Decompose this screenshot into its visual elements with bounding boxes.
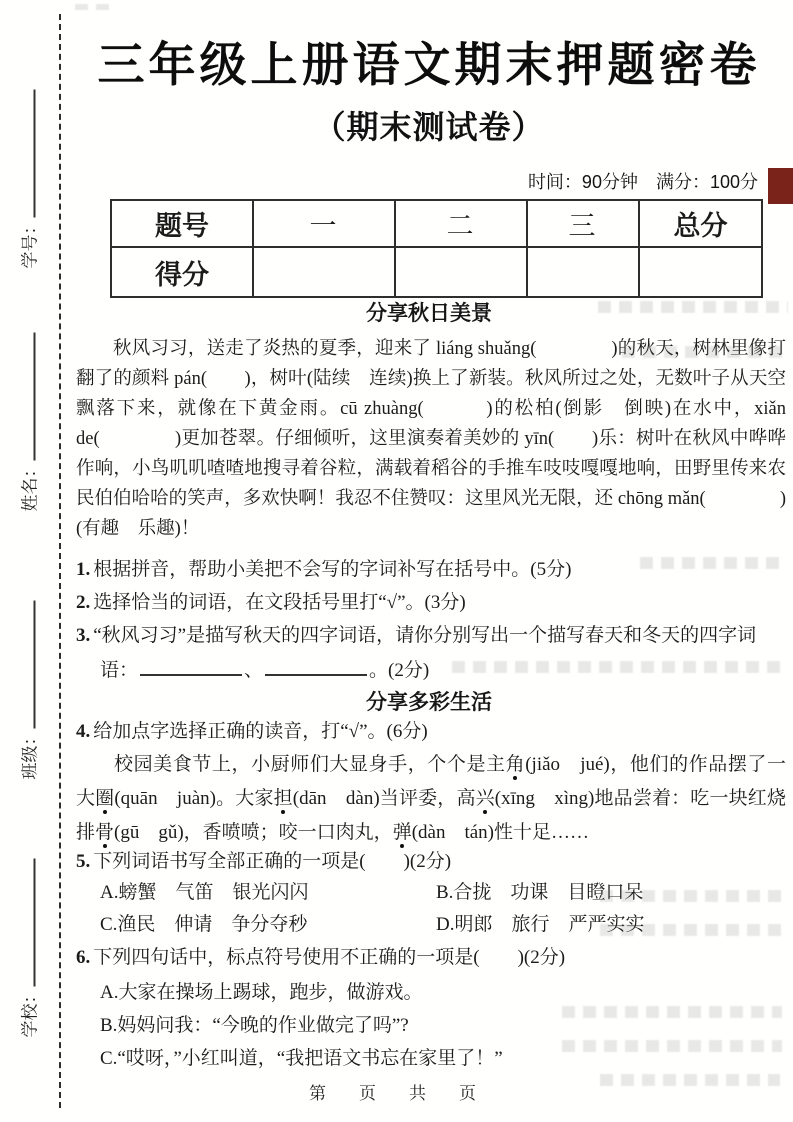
bleed-through-artifact bbox=[562, 1040, 782, 1052]
option-a: A.螃蟹 气笛 银光闪闪 bbox=[100, 882, 309, 903]
page-subtitle: （期末测试卷） bbox=[313, 109, 545, 145]
question-5-text: 下列词语书写全部正确的一项是( )(2分) bbox=[93, 851, 452, 872]
score-table-header-cell: 一 bbox=[253, 200, 395, 247]
student-id-field bbox=[0, 81, 56, 277]
class-label: 班级： bbox=[20, 728, 40, 780]
answer-blank-line bbox=[265, 655, 367, 676]
name-field bbox=[0, 324, 56, 520]
question-3-number: 3. bbox=[76, 625, 91, 646]
bleed-through-artifact bbox=[600, 1074, 780, 1086]
question-2-text: 选择恰当的词语，在文段括号里打“√”。(3分) bbox=[93, 592, 466, 613]
question-3 bbox=[76, 622, 788, 650]
class-blank-line bbox=[17, 601, 36, 729]
red-seal-mark bbox=[768, 168, 793, 204]
option-a: A.大家在操场上踢球，跑步，做游戏。 bbox=[100, 982, 423, 1003]
score-table-score-row bbox=[111, 247, 762, 297]
student-id-label: 学号： bbox=[20, 217, 40, 269]
score-cell-empty bbox=[639, 247, 762, 297]
reading-passage: 秋风习习，送走了炎热的夏季，迎来了 liáng shuǎng( )的秋天，树林里像打翻了的颜料 pán( )，树叶(陆续 连续)换上了新装。秋风所过之处，无数叶子从天空飘落下来，就像在下黄金雨。cū zhuàng( )的松柏(倒影 倒映)在水中，xiǎn de( )更加苍翠。仔细倾听，这里演奏着美妙的 yīn( )乐：树叶在秋风中哗哗作响，小鸟叽叽喳喳地搜寻着谷粒，满载着稻谷的手推车吱吱嘎嘎地响，田野里传来农民伯伯哈哈的笑声，多欢快啊！我忍不住赞叹：这里风光无限，还 chōng mǎn( )(有趣 乐趣)！ bbox=[76, 339, 786, 539]
school-field bbox=[0, 850, 56, 1046]
score-table-header-cell: 题号 bbox=[111, 200, 253, 247]
score-table-header-cell: 三 bbox=[527, 200, 639, 247]
school-blank-line bbox=[17, 859, 36, 987]
score-table-header-row bbox=[111, 200, 762, 247]
class-field bbox=[0, 592, 56, 788]
question-1-text: 根据拼音，帮助小美把不会写的字词补写在括号中。(5分) bbox=[93, 559, 572, 580]
student-id-blank-line bbox=[17, 90, 36, 218]
answer-blank-line bbox=[140, 655, 242, 676]
section-title-autumn: 分享秋日美景 bbox=[366, 301, 492, 325]
bleed-through-artifact bbox=[640, 557, 786, 569]
bleed-through-artifact bbox=[600, 924, 785, 936]
bleed-through-artifact bbox=[622, 346, 785, 358]
option-c: C.“哎呀，”小红叫道，“我把语文书忘在家里了！” bbox=[100, 1048, 503, 1069]
option-d: D.明郎 旅行 严严实实 bbox=[436, 914, 645, 935]
question-1-number: 1. bbox=[76, 559, 91, 580]
question-5-number: 5. bbox=[76, 851, 91, 872]
list-separator: 、 bbox=[244, 660, 264, 681]
question-6-number: 6. bbox=[76, 947, 91, 968]
section-title-colorful-life: 分享多彩生活 bbox=[366, 690, 492, 714]
question-4-number: 4. bbox=[76, 721, 91, 742]
bleed-through-artifact bbox=[600, 890, 785, 902]
bleed-through-artifact bbox=[562, 1006, 782, 1018]
page-footer: 第 页 共 页 bbox=[309, 1084, 484, 1103]
question-3-points: 。(2分) bbox=[369, 660, 430, 681]
option-b: B.妈妈问我：“今晚的作业做完了吗”? bbox=[100, 1015, 409, 1036]
question-6 bbox=[76, 944, 788, 972]
question-4 bbox=[76, 718, 788, 746]
question-6-text: 下列四句话中，标点符号使用不正确的一项是( )(2分) bbox=[93, 947, 566, 968]
question-3-text: “秋风习习”是描写秋天的四字词语，请你分别写出一个描写春天和冬天的四字词 bbox=[93, 625, 757, 646]
bleed-through-artifact bbox=[598, 301, 788, 313]
seal-dashed-line bbox=[59, 14, 61, 1108]
name-label: 姓名： bbox=[20, 460, 40, 512]
option-b: B.合拢 功课 目瞪口呆 bbox=[436, 882, 644, 903]
bleed-through-artifact bbox=[452, 661, 782, 673]
time-score-info: 时间：90分钟 满分：100分 bbox=[527, 172, 758, 192]
score-cell-empty bbox=[253, 247, 395, 297]
score-table-header-cell: 总分 bbox=[639, 200, 762, 247]
score-table bbox=[110, 199, 763, 298]
page-title: 三年级上册语文期末押题密卷 bbox=[97, 38, 761, 91]
question-4-passage: 校园美食节上，小厨师们大显身手，个个是主角(jiǎo jué)，他们的作品摆了一大圈(quān juàn)。大家担(dān dàn)当评委，高兴(xīng xìng)地品尝着：吃一块红烧排骨(gū gǔ)，香喷喷；咬一口肉丸，弹(dàn tán)性十足…… bbox=[76, 754, 786, 843]
question-4-text: 给加点字选择正确的读音，打“√”。(6分) bbox=[93, 721, 428, 742]
question-3-continuation: 语： bbox=[100, 660, 139, 681]
question-2-number: 2. bbox=[76, 592, 91, 613]
school-label: 学校： bbox=[20, 986, 40, 1038]
score-row-label: 得分 bbox=[111, 247, 253, 297]
score-cell-empty bbox=[527, 247, 639, 297]
question-5 bbox=[76, 848, 788, 876]
score-table-header-cell: 二 bbox=[395, 200, 527, 247]
name-blank-line bbox=[17, 333, 36, 461]
score-cell-empty bbox=[395, 247, 527, 297]
bleed-through-artifact bbox=[75, 4, 115, 10]
question-2 bbox=[76, 589, 788, 617]
option-c: C.渔民 伸请 争分夺秒 bbox=[100, 914, 308, 935]
